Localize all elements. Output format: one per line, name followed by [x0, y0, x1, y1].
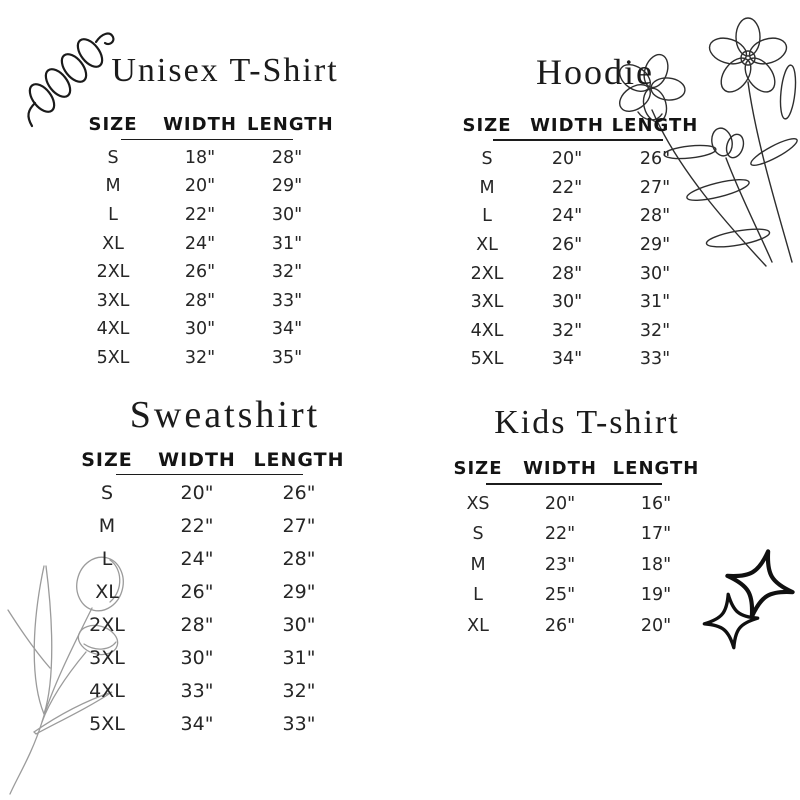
width-cell: 20" [551, 149, 583, 170]
length-cell: 34" [271, 319, 303, 340]
size-cell: 5XL [470, 349, 504, 370]
table-row [438, 489, 760, 520]
length-cell: 31" [282, 647, 316, 669]
size-cell: L [482, 206, 492, 227]
table-row [447, 202, 760, 231]
width-cell: 22" [551, 177, 583, 198]
table-row [438, 580, 760, 611]
table-row [67, 708, 392, 741]
length-cell: 27" [639, 177, 671, 198]
table-row [438, 519, 760, 550]
column-header-width: WIDTH [163, 114, 237, 135]
width-cell: 28" [180, 614, 214, 636]
table-row [67, 543, 392, 576]
size-cell: M [105, 176, 121, 197]
size-cell: XL [467, 615, 489, 636]
table-title-unisex-tshirt: Unisex T-Shirt [111, 52, 339, 89]
table-row [73, 286, 392, 315]
size-cell: S [100, 482, 114, 504]
column-header-size: SIZE [453, 458, 503, 479]
width-cell: 28" [184, 290, 216, 311]
width-cell: 30" [180, 647, 214, 669]
size-cell: M [479, 177, 495, 198]
size-cell: S [481, 149, 493, 170]
header-underline [121, 139, 293, 140]
table-row [67, 609, 392, 642]
length-cell: 30" [282, 614, 316, 636]
table-row [73, 229, 392, 258]
table-body [67, 477, 392, 741]
size-cell: 5XL [96, 347, 130, 368]
table-row [438, 550, 760, 581]
width-cell: 30" [184, 319, 216, 340]
width-cell: 28" [551, 263, 583, 284]
table-row [73, 201, 392, 230]
table-row [73, 144, 392, 173]
header-underline [116, 474, 303, 475]
size-cell: M [470, 554, 486, 575]
width-cell: 24" [551, 206, 583, 227]
width-cell: 24" [180, 548, 214, 570]
size-cell: XS [466, 493, 490, 514]
table-header [73, 113, 392, 137]
table-row [438, 611, 760, 642]
size-cell: S [472, 524, 484, 545]
size-cell: 5XL [89, 713, 125, 735]
size-cell: 3XL [470, 292, 504, 313]
kids-tshirt-size-chart [430, 402, 760, 641]
size-cell: 2XL [89, 614, 125, 636]
width-cell: 24" [184, 233, 216, 254]
size-cell: 2XL [470, 263, 504, 284]
width-cell: 22" [544, 524, 576, 545]
table-row [73, 344, 392, 373]
column-header-size: SIZE [462, 114, 512, 136]
table-title-kids-tshirt: Kids T-shirt [494, 404, 680, 441]
width-cell: 32" [551, 320, 583, 341]
table-row [73, 315, 392, 344]
column-header-width: WIDTH [523, 458, 597, 479]
size-cell: L [473, 585, 483, 606]
length-cell: 33" [639, 349, 671, 370]
table-row [67, 477, 392, 510]
size-cell: 2XL [96, 262, 130, 283]
column-header-length: LENGTH [253, 448, 345, 471]
hoodie-size-chart [430, 50, 760, 374]
table-row [67, 510, 392, 543]
table-row [447, 317, 760, 346]
size-cell: 3XL [96, 290, 130, 311]
size-cell: 4XL [470, 320, 504, 341]
width-cell: 22" [184, 204, 216, 225]
column-header-length: LENGTH [247, 114, 334, 135]
length-cell: 31" [639, 292, 671, 313]
header-underline [493, 139, 663, 141]
column-header-size: SIZE [88, 114, 138, 135]
column-header-width: WIDTH [530, 114, 604, 136]
length-cell: 35" [271, 347, 303, 368]
length-cell: 32" [271, 262, 303, 283]
width-cell: 32" [184, 347, 216, 368]
table-header [67, 448, 392, 472]
length-cell: 33" [271, 290, 303, 311]
table-row [67, 576, 392, 609]
size-cell: 3XL [89, 647, 125, 669]
table-title-sweatshirt: Sweatshirt [129, 394, 321, 436]
width-cell: 22" [180, 515, 214, 537]
table-body [73, 144, 392, 373]
table-row [67, 675, 392, 708]
width-cell: 20" [180, 482, 214, 504]
length-cell: 30" [271, 204, 303, 225]
column-header-size: SIZE [81, 448, 133, 471]
size-cell: M [98, 515, 116, 537]
width-cell: 20" [544, 493, 576, 514]
length-cell: 32" [282, 680, 316, 702]
sweatshirt-size-chart [58, 392, 392, 741]
length-cell: 30" [639, 263, 671, 284]
table-header [438, 457, 760, 481]
table-header [447, 113, 760, 137]
table-row [73, 258, 392, 287]
width-cell: 18" [184, 147, 216, 168]
length-cell: 28" [271, 147, 303, 168]
length-cell: 26" [282, 482, 316, 504]
length-cell: 17" [640, 524, 672, 545]
length-cell: 27" [282, 515, 316, 537]
table-row [447, 145, 760, 174]
length-cell: 33" [282, 713, 316, 735]
length-cell: 32" [639, 320, 671, 341]
size-cell: S [107, 147, 119, 168]
table-row [447, 231, 760, 260]
column-header-width: WIDTH [158, 448, 236, 471]
length-cell: 19" [640, 585, 672, 606]
width-cell: 34" [180, 713, 214, 735]
width-cell: 26" [184, 262, 216, 283]
column-header-length: LENGTH [612, 458, 700, 479]
length-cell: 29" [639, 235, 671, 256]
size-cell: L [108, 204, 118, 225]
length-cell: 31" [271, 233, 303, 254]
width-cell: 30" [551, 292, 583, 313]
size-cell: XL [95, 581, 119, 603]
width-cell: 25" [544, 585, 576, 606]
size-cell: 4XL [89, 680, 125, 702]
column-header-length: LENGTH [611, 114, 699, 136]
length-cell: 28" [282, 548, 316, 570]
unisex-tshirt-size-chart [58, 50, 392, 372]
width-cell: 26" [544, 615, 576, 636]
table-row [447, 174, 760, 203]
width-cell: 34" [551, 349, 583, 370]
length-cell: 28" [639, 206, 671, 227]
table-row [447, 288, 760, 317]
length-cell: 29" [271, 176, 303, 197]
length-cell: 26" [639, 149, 671, 170]
width-cell: 20" [184, 176, 216, 197]
width-cell: 33" [180, 680, 214, 702]
size-cell: XL [476, 235, 498, 256]
size-cell: 4XL [96, 319, 130, 340]
table-row [67, 642, 392, 675]
width-cell: 23" [544, 554, 576, 575]
width-cell: 26" [180, 581, 214, 603]
table-body [447, 145, 760, 374]
table-row [73, 172, 392, 201]
table-body [438, 489, 760, 642]
table-row [447, 345, 760, 374]
header-underline [486, 483, 662, 485]
table-row [447, 259, 760, 288]
length-cell: 20" [640, 615, 672, 636]
length-cell: 18" [640, 554, 672, 575]
size-cell: XL [102, 233, 124, 254]
length-cell: 16" [640, 493, 672, 514]
width-cell: 26" [551, 235, 583, 256]
table-title-hoodie: Hoodie [536, 52, 654, 92]
size-cell: L [101, 548, 113, 570]
length-cell: 29" [282, 581, 316, 603]
